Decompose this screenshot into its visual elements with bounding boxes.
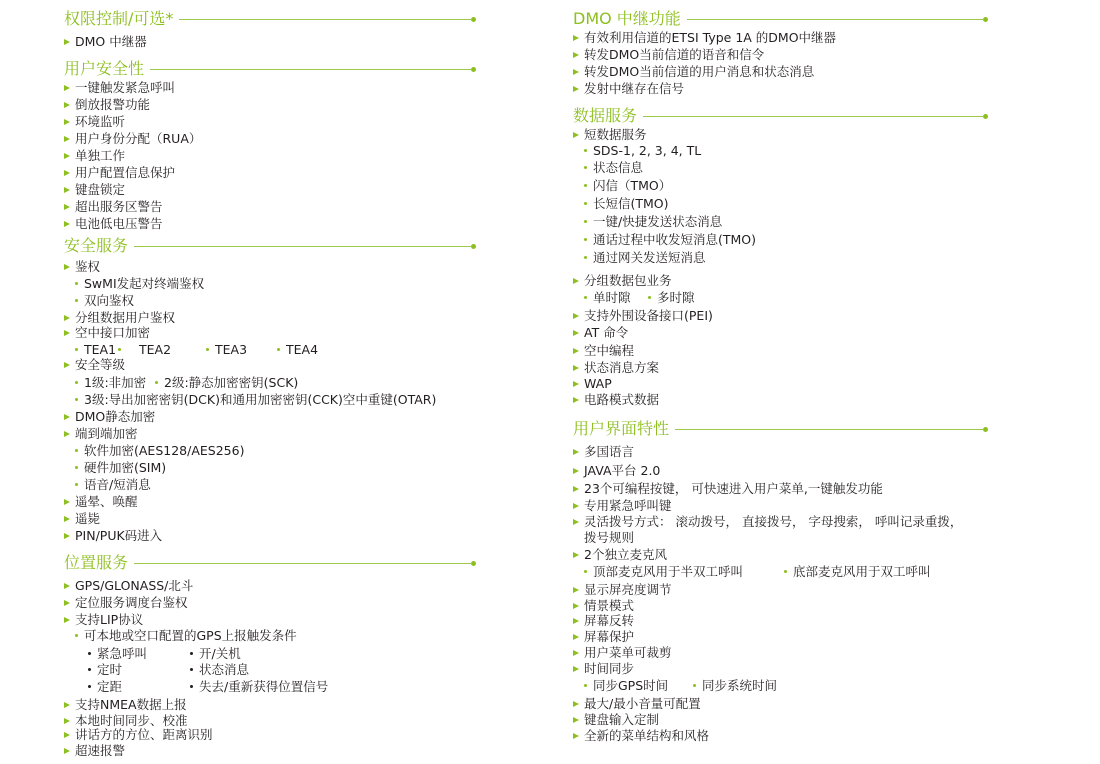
list-item: DMO静态加密 xyxy=(64,409,155,424)
trigger-item: 状态消息 xyxy=(190,662,249,677)
list-item: 单独工作 xyxy=(64,148,125,163)
list-item: 本地时间同步、校准 xyxy=(64,713,188,728)
sub-item: TEA2 xyxy=(118,342,171,357)
heading-user-security: 用户安全性 xyxy=(64,59,476,79)
bullet-icon xyxy=(75,348,78,351)
list-item: 用户身份分配（RUA） xyxy=(64,131,201,146)
list-item: 用户菜单可裁剪 xyxy=(573,645,672,660)
list-item: 支持LIP协议 xyxy=(64,612,143,627)
bullet-icon xyxy=(584,202,587,205)
arrow-bullet-icon xyxy=(573,603,579,609)
heading-location-services: 位置服务 xyxy=(64,553,476,573)
list-item: 空中编程 xyxy=(573,343,634,358)
arrow-bullet-icon xyxy=(64,187,70,193)
heading-ui-features: 用户界面特性 xyxy=(573,419,988,439)
arrow-bullet-icon xyxy=(64,119,70,125)
arrow-bullet-icon xyxy=(573,717,579,723)
arrow-bullet-icon xyxy=(64,718,70,724)
bullet-icon xyxy=(75,449,78,452)
dot-icon xyxy=(190,652,193,655)
arrow-bullet-icon xyxy=(64,499,70,505)
arrow-bullet-icon xyxy=(573,132,579,138)
trigger-item: 定距 xyxy=(88,679,122,694)
arrow-bullet-icon xyxy=(573,552,579,558)
arrow-bullet-icon xyxy=(573,330,579,336)
arrow-bullet-icon xyxy=(573,701,579,707)
arrow-bullet-icon xyxy=(573,381,579,387)
arrow-bullet-icon xyxy=(573,35,579,41)
sub-item: 底部麦克风用于双工呼叫 xyxy=(784,564,931,579)
arrow-bullet-icon xyxy=(64,153,70,159)
arrow-bullet-icon xyxy=(64,431,70,437)
bullet-icon xyxy=(693,684,696,687)
list-item: 最大/最小音量可配置 xyxy=(573,696,701,711)
bullet-icon xyxy=(784,570,787,573)
sub-item: 语音/短消息 xyxy=(75,477,151,492)
list-item: 发射中继存在信号 xyxy=(573,81,684,96)
arrow-bullet-icon xyxy=(573,69,579,75)
sub-item: 硬件加密(SIM) xyxy=(75,460,166,475)
arrow-bullet-icon xyxy=(573,348,579,354)
sub-item: 3级:导出加密密钥(DCK)和通用加密密钥(CCK)空中重键(OTAR) xyxy=(75,392,436,407)
bullet-icon xyxy=(75,282,78,285)
bullet-icon xyxy=(584,149,587,152)
list-item: 安全等级 xyxy=(64,357,125,372)
list-item: 灵活拨号方式： 滚动拨号， 直接拨号， 字母搜索， 呼叫记录重拨， xyxy=(573,514,962,529)
sub-item: 1级:非加密 xyxy=(75,375,146,390)
list-item: 2个独立麦克风 xyxy=(573,547,667,562)
arrow-bullet-icon xyxy=(64,170,70,176)
arrow-bullet-icon xyxy=(64,414,70,420)
list-item: AT 命令 xyxy=(573,325,628,340)
arrow-bullet-icon xyxy=(573,519,579,525)
list-item: 屏幕反转 xyxy=(573,613,634,628)
bullet-icon xyxy=(584,256,587,259)
list-item: 鉴权 xyxy=(64,259,100,274)
arrow-bullet-icon xyxy=(573,278,579,284)
list-item: 分组数据包业务 xyxy=(573,273,672,288)
bullet-icon xyxy=(584,296,587,299)
arrow-bullet-icon xyxy=(573,666,579,672)
list-item: 显示屏亮度调节 xyxy=(573,582,672,597)
dot-icon xyxy=(190,668,193,671)
list-item: 遥晕、唤醒 xyxy=(64,494,138,509)
heading-security-services: 安全服务 xyxy=(64,236,476,256)
list-item: 空中接口加密 xyxy=(64,325,150,340)
trigger-item: 紧急呼叫 xyxy=(88,646,147,661)
sub-item: SDS-1, 2, 3, 4, TL xyxy=(584,143,701,158)
list-item-continued: 拨号规则 xyxy=(584,530,635,545)
arrow-bullet-icon xyxy=(64,732,70,738)
bullet-icon xyxy=(584,684,587,687)
sub-item: 通话过程中收发短消息(TMO) xyxy=(584,232,756,247)
list-item: 遥毙 xyxy=(64,511,100,526)
trigger-item: 定时 xyxy=(88,662,122,677)
arrow-bullet-icon xyxy=(573,468,579,474)
list-item: 键盘锁定 xyxy=(64,182,125,197)
list-item: 电池低电压警告 xyxy=(64,216,163,231)
sub-item: 单时隙 xyxy=(584,290,631,305)
list-item: GPS/GLONASS/北斗 xyxy=(64,578,193,593)
arrow-bullet-icon xyxy=(64,102,70,108)
trigger-item: 失去/重新获得位置信号 xyxy=(190,679,328,694)
trigger-item: 开/关机 xyxy=(190,646,241,661)
arrow-bullet-icon xyxy=(64,617,70,623)
sub-item: TEA3 xyxy=(206,342,247,357)
list-item: 定位服务调度台鉴权 xyxy=(64,595,188,610)
arrow-bullet-icon xyxy=(64,39,70,45)
heading-rule xyxy=(179,19,472,20)
sub-item: 同步系统时间 xyxy=(693,678,777,693)
sub-item: 同步GPS时间 xyxy=(584,678,668,693)
list-item: 环境监听 xyxy=(64,114,125,129)
arrow-bullet-icon xyxy=(573,650,579,656)
list-item: PIN/PUK码进入 xyxy=(64,528,162,543)
bullet-icon xyxy=(277,348,280,351)
arrow-bullet-icon xyxy=(573,86,579,92)
arrow-bullet-icon xyxy=(573,397,579,403)
bullet-icon xyxy=(75,483,78,486)
sub-item: 2级:静态加密密钥(SCK) xyxy=(155,375,298,390)
bullet-icon xyxy=(155,381,158,384)
bullet-icon xyxy=(648,296,651,299)
sub-item: TEA4 xyxy=(277,342,318,357)
dot-icon xyxy=(88,685,91,688)
list-item: 情景模式 xyxy=(573,598,634,613)
arrow-bullet-icon xyxy=(573,733,579,739)
sub-item: SwMI发起对终端鉴权 xyxy=(75,276,204,291)
list-item: 用户配置信息保护 xyxy=(64,165,175,180)
sub-item: 一键/快捷发送状态消息 xyxy=(584,214,722,229)
sub-item: 多时隙 xyxy=(648,290,695,305)
arrow-bullet-icon xyxy=(573,52,579,58)
dot-icon xyxy=(88,668,91,671)
sub-item: 状态信息 xyxy=(584,160,643,175)
bullet-icon xyxy=(75,398,78,401)
arrow-bullet-icon xyxy=(64,221,70,227)
heading-text: 权限控制/可选* xyxy=(64,9,174,28)
arrow-bullet-icon xyxy=(64,204,70,210)
dot-icon xyxy=(190,685,193,688)
list-item: 状态消息方案 xyxy=(573,360,659,375)
arrow-bullet-icon xyxy=(64,264,70,270)
arrow-bullet-icon xyxy=(64,583,70,589)
arrow-bullet-icon xyxy=(64,85,70,91)
arrow-bullet-icon xyxy=(573,634,579,640)
list-item: DMO 中继器 xyxy=(64,34,147,49)
bullet-icon xyxy=(584,166,587,169)
list-item: 有效利用信道的ETSI Type 1A 的DMO中继器 xyxy=(573,30,836,45)
bullet-icon xyxy=(75,381,78,384)
heading-data-services: 数据服务 xyxy=(573,106,988,126)
sub-item: 闪信（TMO） xyxy=(584,178,671,193)
bullet-icon xyxy=(584,570,587,573)
sub-item: TEA1 xyxy=(75,342,116,357)
list-item: 转发DMO当前信道的用户消息和状态消息 xyxy=(573,64,814,79)
list-item: 端到端加密 xyxy=(64,426,138,441)
bullet-icon xyxy=(584,220,587,223)
sub-item: 软件加密(AES128/AES256) xyxy=(75,443,244,458)
list-item: WAP xyxy=(573,376,612,391)
list-item: JAVA平台 2.0 xyxy=(573,463,660,478)
heading-access-control xyxy=(64,9,476,29)
arrow-bullet-icon xyxy=(573,449,579,455)
list-item: 多国语言 xyxy=(573,444,634,459)
list-item: 一键触发紧急呼叫 xyxy=(64,80,175,95)
list-item: 时间同步 xyxy=(573,661,634,676)
list-item: 全新的菜单结构和风格 xyxy=(573,728,709,743)
arrow-bullet-icon xyxy=(64,600,70,606)
arrow-bullet-icon xyxy=(573,503,579,509)
bullet-icon xyxy=(75,299,78,302)
sub-item: 双向鉴权 xyxy=(75,293,134,308)
arrow-bullet-icon xyxy=(573,365,579,371)
bullet-icon xyxy=(584,184,587,187)
bullet-icon xyxy=(206,348,209,351)
bullet-icon xyxy=(584,238,587,241)
bullet-icon xyxy=(75,634,78,637)
arrow-bullet-icon xyxy=(64,516,70,522)
list-item: 键盘输入定制 xyxy=(573,712,659,727)
sub-item: 顶部麦克风用于半双工呼叫 xyxy=(584,564,743,579)
arrow-bullet-icon xyxy=(64,330,70,336)
arrow-bullet-icon xyxy=(64,136,70,142)
bullet-icon xyxy=(75,466,78,469)
list-item: 分组数据用户鉴权 xyxy=(64,310,175,325)
list-item: 倒放报警功能 xyxy=(64,97,150,112)
arrow-bullet-icon xyxy=(573,486,579,492)
list-item: 屏幕保护 xyxy=(573,629,634,644)
dot-icon xyxy=(88,652,91,655)
arrow-bullet-icon xyxy=(573,587,579,593)
list-item: 讲话方的方位、距离识别 xyxy=(64,727,213,742)
list-item: 23个可编程按键， 可快速进入用户菜单,一键触发功能 xyxy=(573,481,883,496)
list-item: 超速报警 xyxy=(64,743,125,758)
arrow-bullet-icon xyxy=(64,315,70,321)
list-item: 支持外围设备接口(PEI) xyxy=(573,308,713,323)
sub-item: 可本地或空口配置的GPS上报触发条件 xyxy=(75,628,297,643)
arrow-bullet-icon xyxy=(64,702,70,708)
bullet-icon xyxy=(118,348,121,351)
list-item: 支持NMEA数据上报 xyxy=(64,697,187,712)
list-item: 超出服务区警告 xyxy=(64,199,163,214)
arrow-bullet-icon xyxy=(64,748,70,754)
list-item: 专用紧急呼叫键 xyxy=(573,498,672,513)
sub-item: 通过网关发送短消息 xyxy=(584,250,706,265)
arrow-bullet-icon xyxy=(64,362,70,368)
list-item: 转发DMO当前信道的语音和信令 xyxy=(573,47,764,62)
list-item: 短数据服务 xyxy=(573,127,647,142)
arrow-bullet-icon xyxy=(573,313,579,319)
list-item: 电路模式数据 xyxy=(573,392,659,407)
arrow-bullet-icon xyxy=(64,533,70,539)
sub-item: 长短信(TMO) xyxy=(584,196,669,211)
arrow-bullet-icon xyxy=(573,618,579,624)
heading-dmo-relay: DMO 中继功能 xyxy=(573,9,988,29)
